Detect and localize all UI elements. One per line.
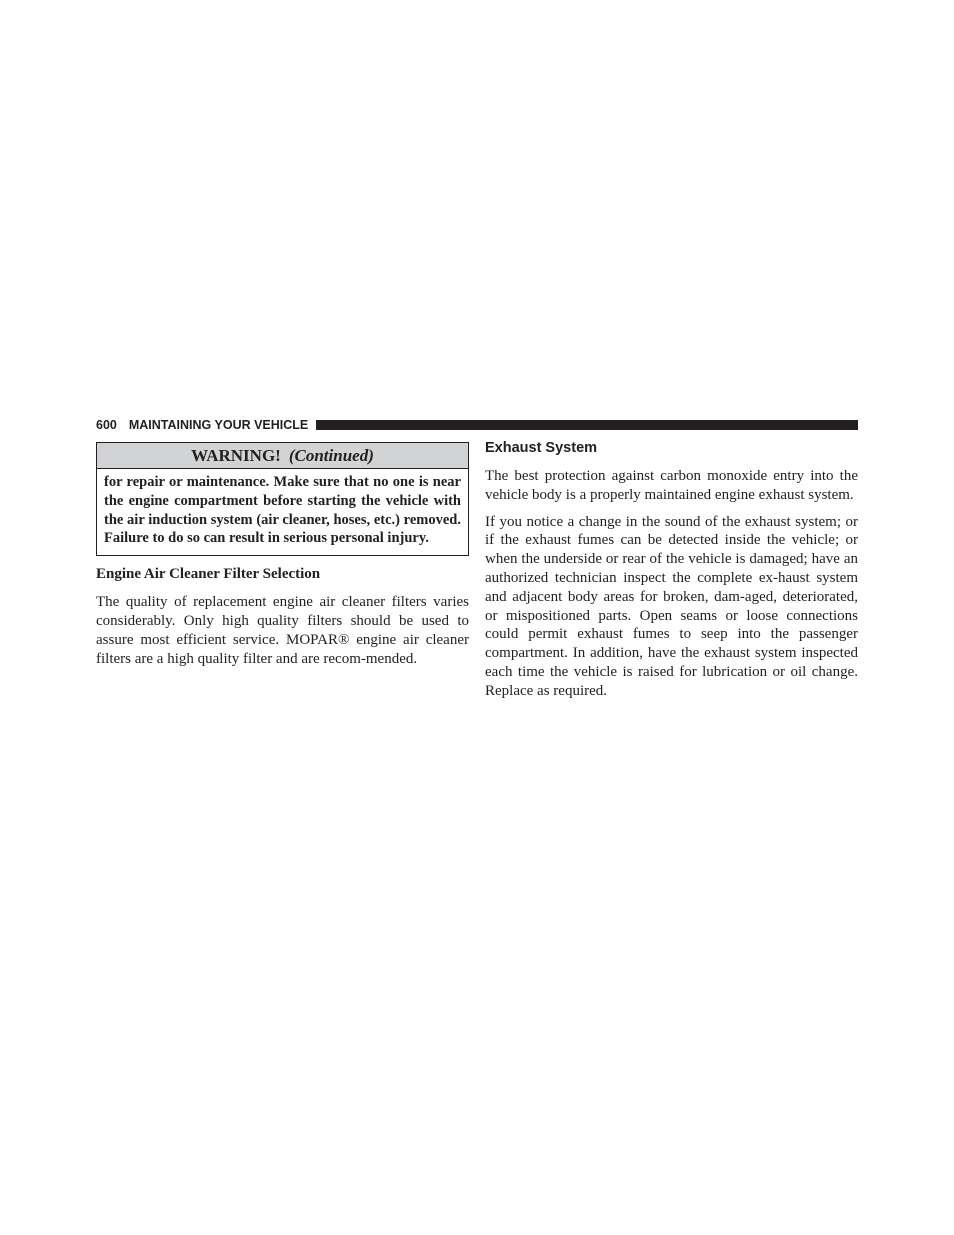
header-rule bbox=[316, 420, 858, 430]
warning-title: WARNING! bbox=[191, 445, 281, 465]
exhaust-paragraph-1: The best protection against carbon monoxide entry into the vehicle body is a properly maintained engine exhaust system. bbox=[485, 468, 858, 503]
exhaust-heading: Exhaust System bbox=[485, 440, 598, 456]
right-column bbox=[485, 439, 858, 701]
page-header bbox=[96, 417, 858, 432]
warning-box bbox=[96, 442, 469, 556]
exhaust-paragraph-2: If you notice a change in the sound of the exhaust system; or if the exhaust fumes can be detected inside the vehicle; or when the underside or rear of the vehicle is damaged; have an authorized technician inspect the complete ex-haust system and adjacent body areas for broken, dam-aged, deteriorated, or mispositioned parts. Open seams or loose connections could permit exhaust fumes to seep into the passenger compartment. In addition, have the exhaust system inspected each time the vehicle is raised for lubrication or oil change. Replace as required. bbox=[485, 513, 858, 699]
air-filter-heading: Engine Air Cleaner Filter Selection bbox=[96, 566, 321, 583]
warning-text: for repair or maintenance. Make sure that no one is near the engine compartment before starting the vehicle with the air induction system (air cleaner, hoses, etc.) removed. Failure to do so can result in serious personal injury. bbox=[104, 474, 461, 547]
section-title: MAINTAINING YOUR VEHICLE bbox=[128, 417, 309, 432]
warning-header bbox=[97, 443, 468, 469]
page-number: 600 bbox=[96, 417, 117, 432]
air-filter-paragraph: The quality of replacement engine air cleaner filters varies considerably. Only high quality filters should be used to assure most efficient service. MOPAR® engine air cleaner filters are a high quality filter and are recom-mended. bbox=[96, 594, 469, 667]
left-column bbox=[96, 442, 469, 668]
warning-continued: (Continued) bbox=[288, 445, 374, 465]
